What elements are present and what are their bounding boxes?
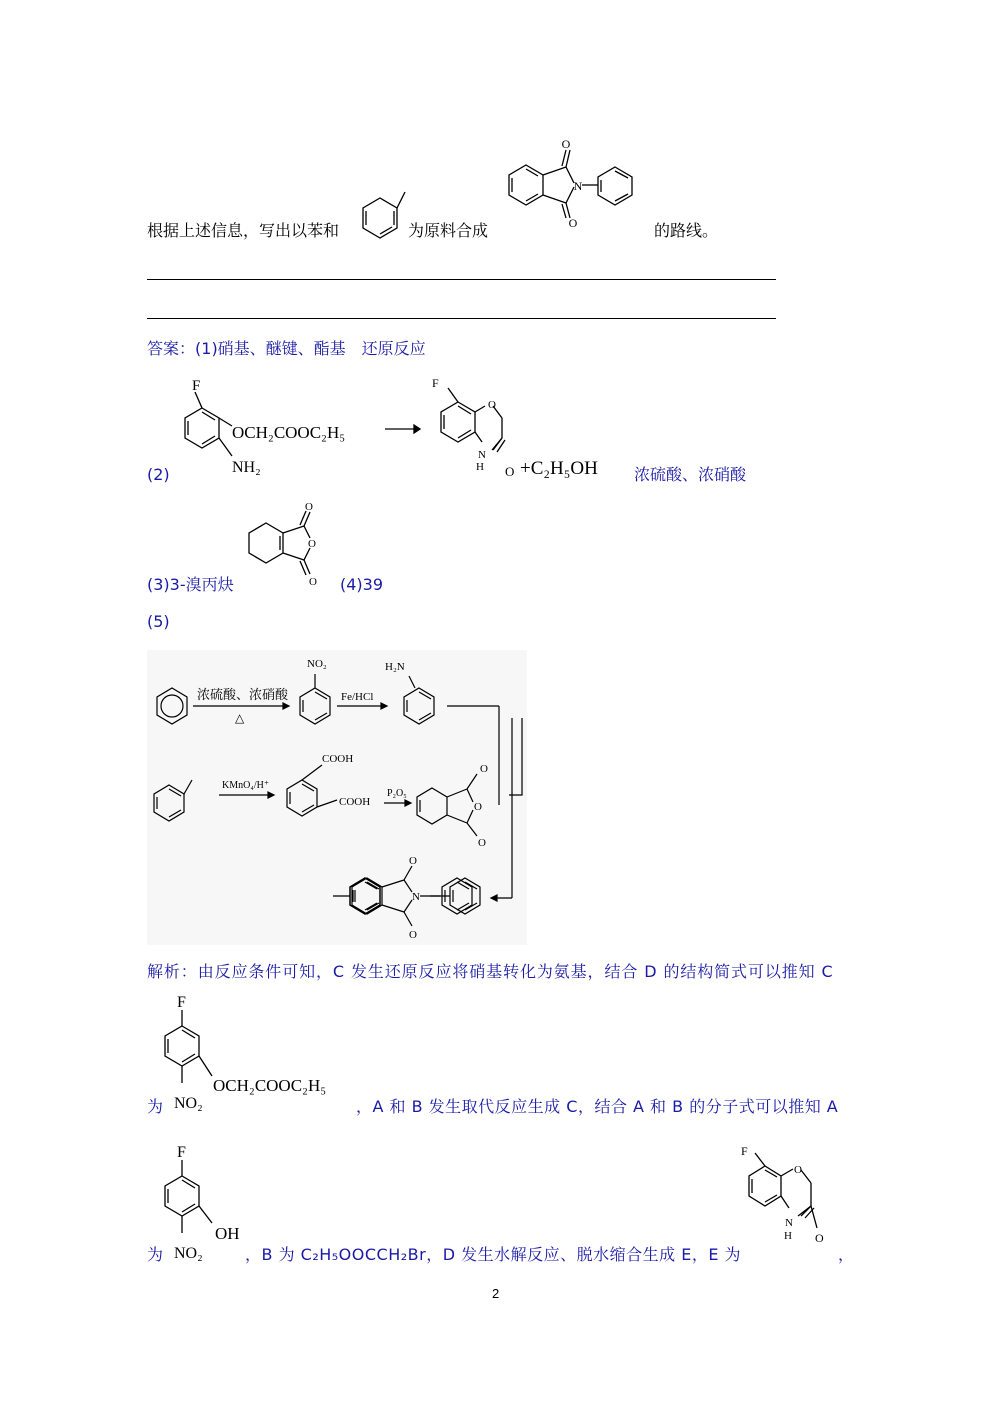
product-n: N [478,449,486,461]
answer-part1: (1)硝基、醚键、酯基 还原反应 [195,339,426,358]
e-h: H [784,1230,792,1242]
n-phenylphthalimide-structure [500,135,650,230]
answer-heading: 答案： [147,339,196,358]
analysis-line3: ，B 为 C₂H₅OOCCH₂Br，D 发生水解反应、脱水缩合生成 E，E 为 [245,1245,742,1264]
product-o: O [505,464,515,479]
reactant-f: F [192,378,201,394]
analysis-wei-2: 为 [147,1245,164,1264]
ethanol: +C₂H₅OH [520,458,598,479]
answer-p3: (3)3-溴丙炔 [147,575,234,594]
route-anh-o2: O [474,801,482,813]
route-anh-o3: O [478,837,486,849]
route-no2: NO₂ [307,658,327,670]
route-pi-o2: O [409,929,417,941]
route-cooh1: COOH [322,753,354,765]
anhydride-structure [238,498,338,590]
product-h: H [476,461,484,473]
route-pi-n: N [412,891,420,903]
answer-p2-number: (2) [147,465,170,484]
e-f: F [741,1144,748,1158]
answer-p2-condition: 浓硫酸、浓硝酸 [634,465,747,484]
route-anh-o1: O [480,763,488,775]
e-o-ring: O [794,1164,802,1176]
answer-p5: (5) [147,612,170,631]
analysis-heading: 解析： [147,962,198,981]
route-cond2: Fe/HCl [341,691,374,703]
analysis-text1: 由反应条件可知，C 发生还原反应将硝基转化为氨基，结合 D 的结构简式可以推知 C [197,962,834,981]
svg-text:O: O [568,216,578,230]
answer-p1 [147,339,426,359]
answer-line-1 [147,279,776,280]
anhydride-o-bot: O [309,576,317,588]
question-text-3: 的路线。 [654,221,719,240]
analysis-end: ， [838,1245,855,1264]
c-no2: NO₂ [174,1095,203,1112]
reactant-chain: OCH₂COOC₂H₅ [232,423,346,442]
svg-text:O: O [561,137,571,151]
svg-text:N: N [573,179,583,193]
answer-p4: (4)39 [340,575,384,594]
question-text-1: 根据上述信息，写出以苯和 [147,221,340,240]
route-cond1b: △ [235,711,245,725]
anhydride-o-mid: O [308,538,316,550]
route-cooh2: COOH [339,796,371,808]
reactant-nh2: NH₂ [232,459,261,476]
route-cond4: P₂O₅ [387,788,407,799]
analysis-line1 [147,962,834,982]
analysis-line2: ，A 和 B 发生取代反应生成 C，结合 A 和 B 的分子式可以推知 A [356,1097,839,1116]
reaction-2-scheme [170,370,640,490]
product-f: F [432,376,439,390]
toluene-structure [352,178,408,240]
answer-line-2 [147,318,776,319]
route-product-structure [340,850,490,942]
route-cond3: KMnO₄/H⁺ [222,780,270,791]
question-text-2: 为原料合成 [408,221,489,240]
a-f: F [177,1144,186,1161]
route-h2n: H₂N [385,661,405,673]
product-o-ring: O [488,399,496,411]
a-oh: OH [215,1224,240,1243]
route-pi-o1: O [409,855,417,867]
compound-c-structure [160,988,360,1113]
route-cond1: 浓硫酸、浓硝酸 [197,688,289,703]
analysis-wei-1: 为 [147,1097,164,1116]
anhydride-o-top: O [305,501,313,513]
compound-e-structure [735,1138,845,1253]
e-o: O [815,1231,824,1245]
e-n: N [785,1217,793,1229]
page-number: 2 [492,1286,500,1301]
c-f: F [177,994,186,1011]
c-chain: OCH₂COOC₂H₅ [213,1076,327,1095]
a-no2: NO₂ [174,1245,203,1262]
